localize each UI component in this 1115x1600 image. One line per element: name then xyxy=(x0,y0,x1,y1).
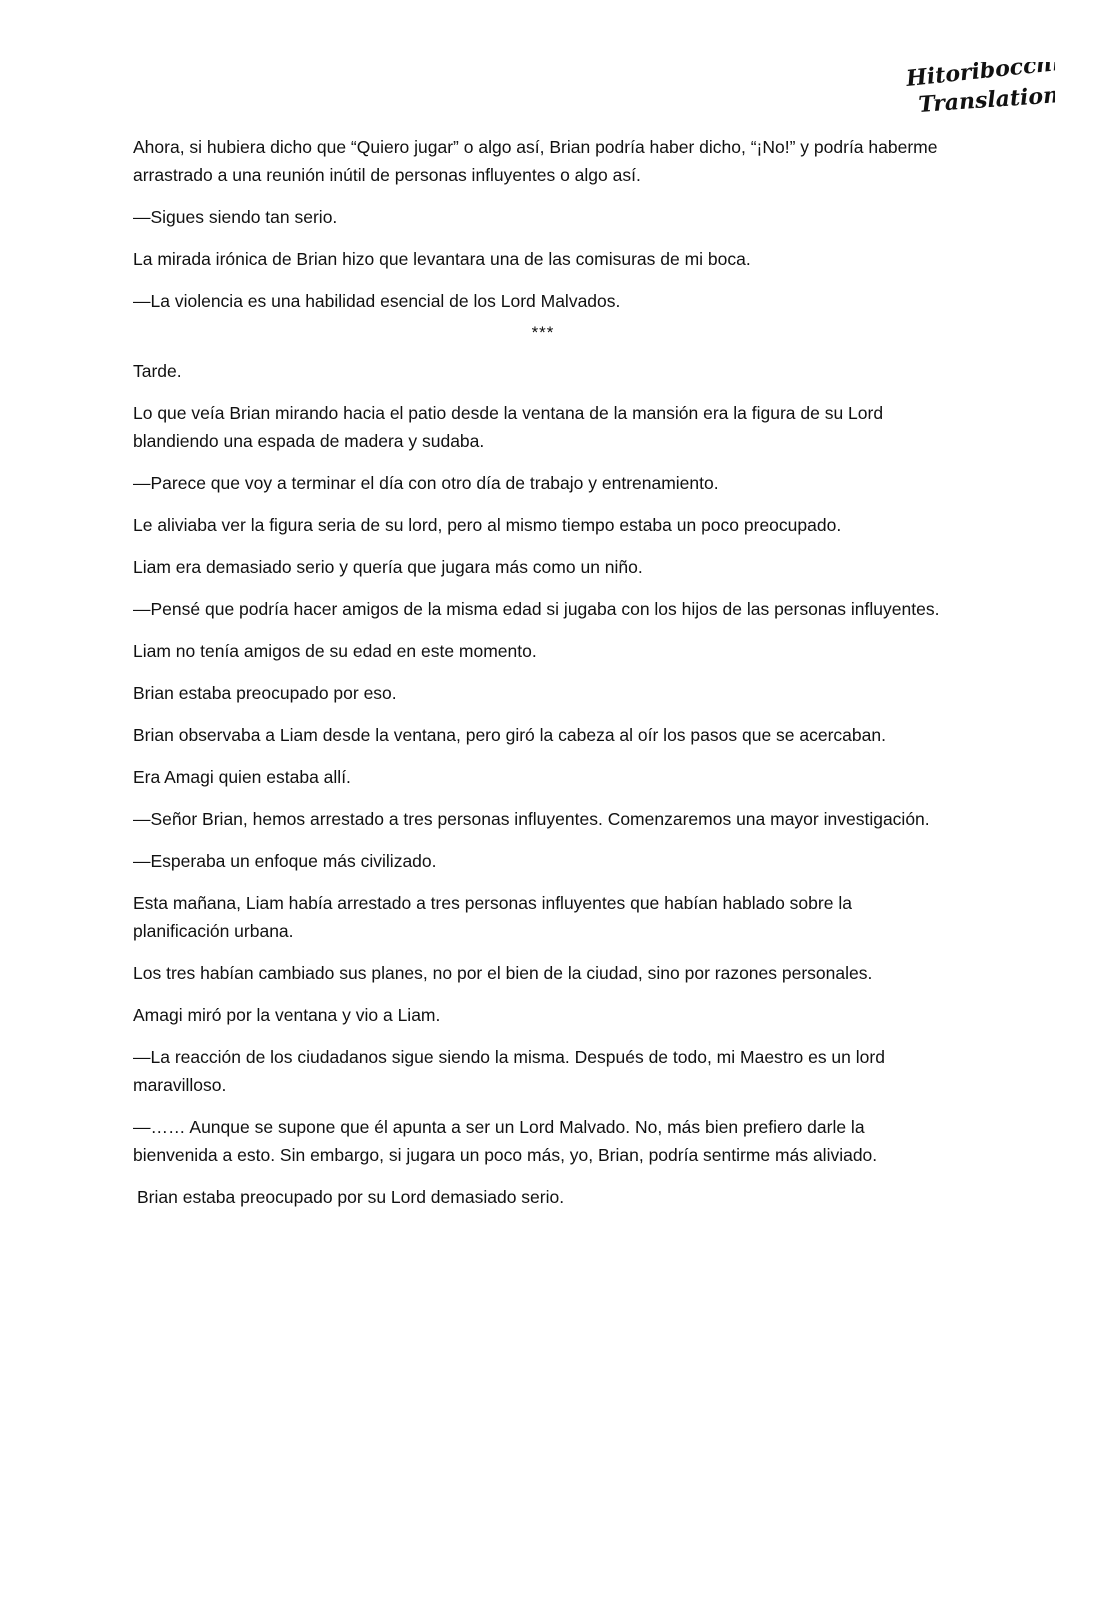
paragraph: —Pensé que podría hacer amigos de la misma edad si jugaba con los hijos de las personas influyentes. xyxy=(133,599,940,619)
paragraph: —La reacción de los ciudadanos sigue siendo la misma. Después de todo, mi Maestro es un lord maravilloso. xyxy=(133,1047,885,1095)
watermark-line-1: Hitoribocchi xyxy=(905,62,1055,92)
watermark-graphic xyxy=(905,62,1055,122)
paragraph: Liam no tenía amigos de su edad en este momento. xyxy=(133,641,537,661)
scene-break: *** xyxy=(531,323,555,342)
paragraph: La mirada irónica de Brian hizo que levantara una de las comisuras de mi boca. xyxy=(133,249,751,269)
paragraph: —Señor Brian, hemos arrestado a tres personas influyentes. Comenzaremos una mayor investigación. xyxy=(133,809,930,829)
paragraph: —La violencia es una habilidad esencial de los Lord Malvados. xyxy=(133,291,621,311)
paragraph: Liam era demasiado serio y quería que jugara más como un niño. xyxy=(133,557,643,577)
paragraph: Brian estaba preocupado por su Lord demasiado serio. xyxy=(137,1187,565,1207)
watermark-line-2: Translation xyxy=(917,82,1055,118)
paragraph: Amagi miró por la ventana y vio a Liam. xyxy=(133,1005,441,1025)
paragraph: Tarde. xyxy=(133,361,182,381)
paragraph: —Sigues siendo tan serio. xyxy=(133,207,338,227)
paragraph: —Esperaba un enfoque más civilizado. xyxy=(133,851,437,871)
paragraph: Ahora, si hubiera dicho que “Quiero jugar” o algo así, Brian podría haber dicho, “¡No!” y podría haberme arrastrado a una reunión inútil de personas influyentes o algo así. xyxy=(133,137,938,185)
paragraph: —Parece que voy a terminar el día con otro día de trabajo y entrenamiento. xyxy=(133,473,719,493)
paragraph: Era Amagi quien estaba allí. xyxy=(133,767,351,787)
translator-watermark-logo xyxy=(905,62,1055,122)
paragraph: Brian estaba preocupado por eso. xyxy=(133,683,397,703)
paragraph: —…… Aunque se supone que él apunta a ser un Lord Malvado. No, más bien prefiero darle la bienvenida a esto. Sin embargo, si jugara un poco más, yo, Brian, podría sentirme más aliviado. xyxy=(133,1117,878,1165)
paragraph: Brian observaba a Liam desde la ventana, pero giró la cabeza al oír los pasos que se acercaban. xyxy=(133,725,886,745)
paragraph: Esta mañana, Liam había arrestado a tres personas influyentes que habían hablado sobre la planificación urbana. xyxy=(133,893,852,941)
paragraph: Los tres habían cambiado sus planes, no por el bien de la ciudad, sino por razones personales. xyxy=(133,963,873,983)
document-body xyxy=(133,133,953,1225)
paragraph: Le aliviaba ver la figura seria de su lord, pero al mismo tiempo estaba un poco preocupado. xyxy=(133,515,842,535)
paragraph: Lo que veía Brian mirando hacia el patio desde la ventana de la mansión era la figura de su Lord blandiendo una espada de madera y sudaba. xyxy=(133,403,884,451)
